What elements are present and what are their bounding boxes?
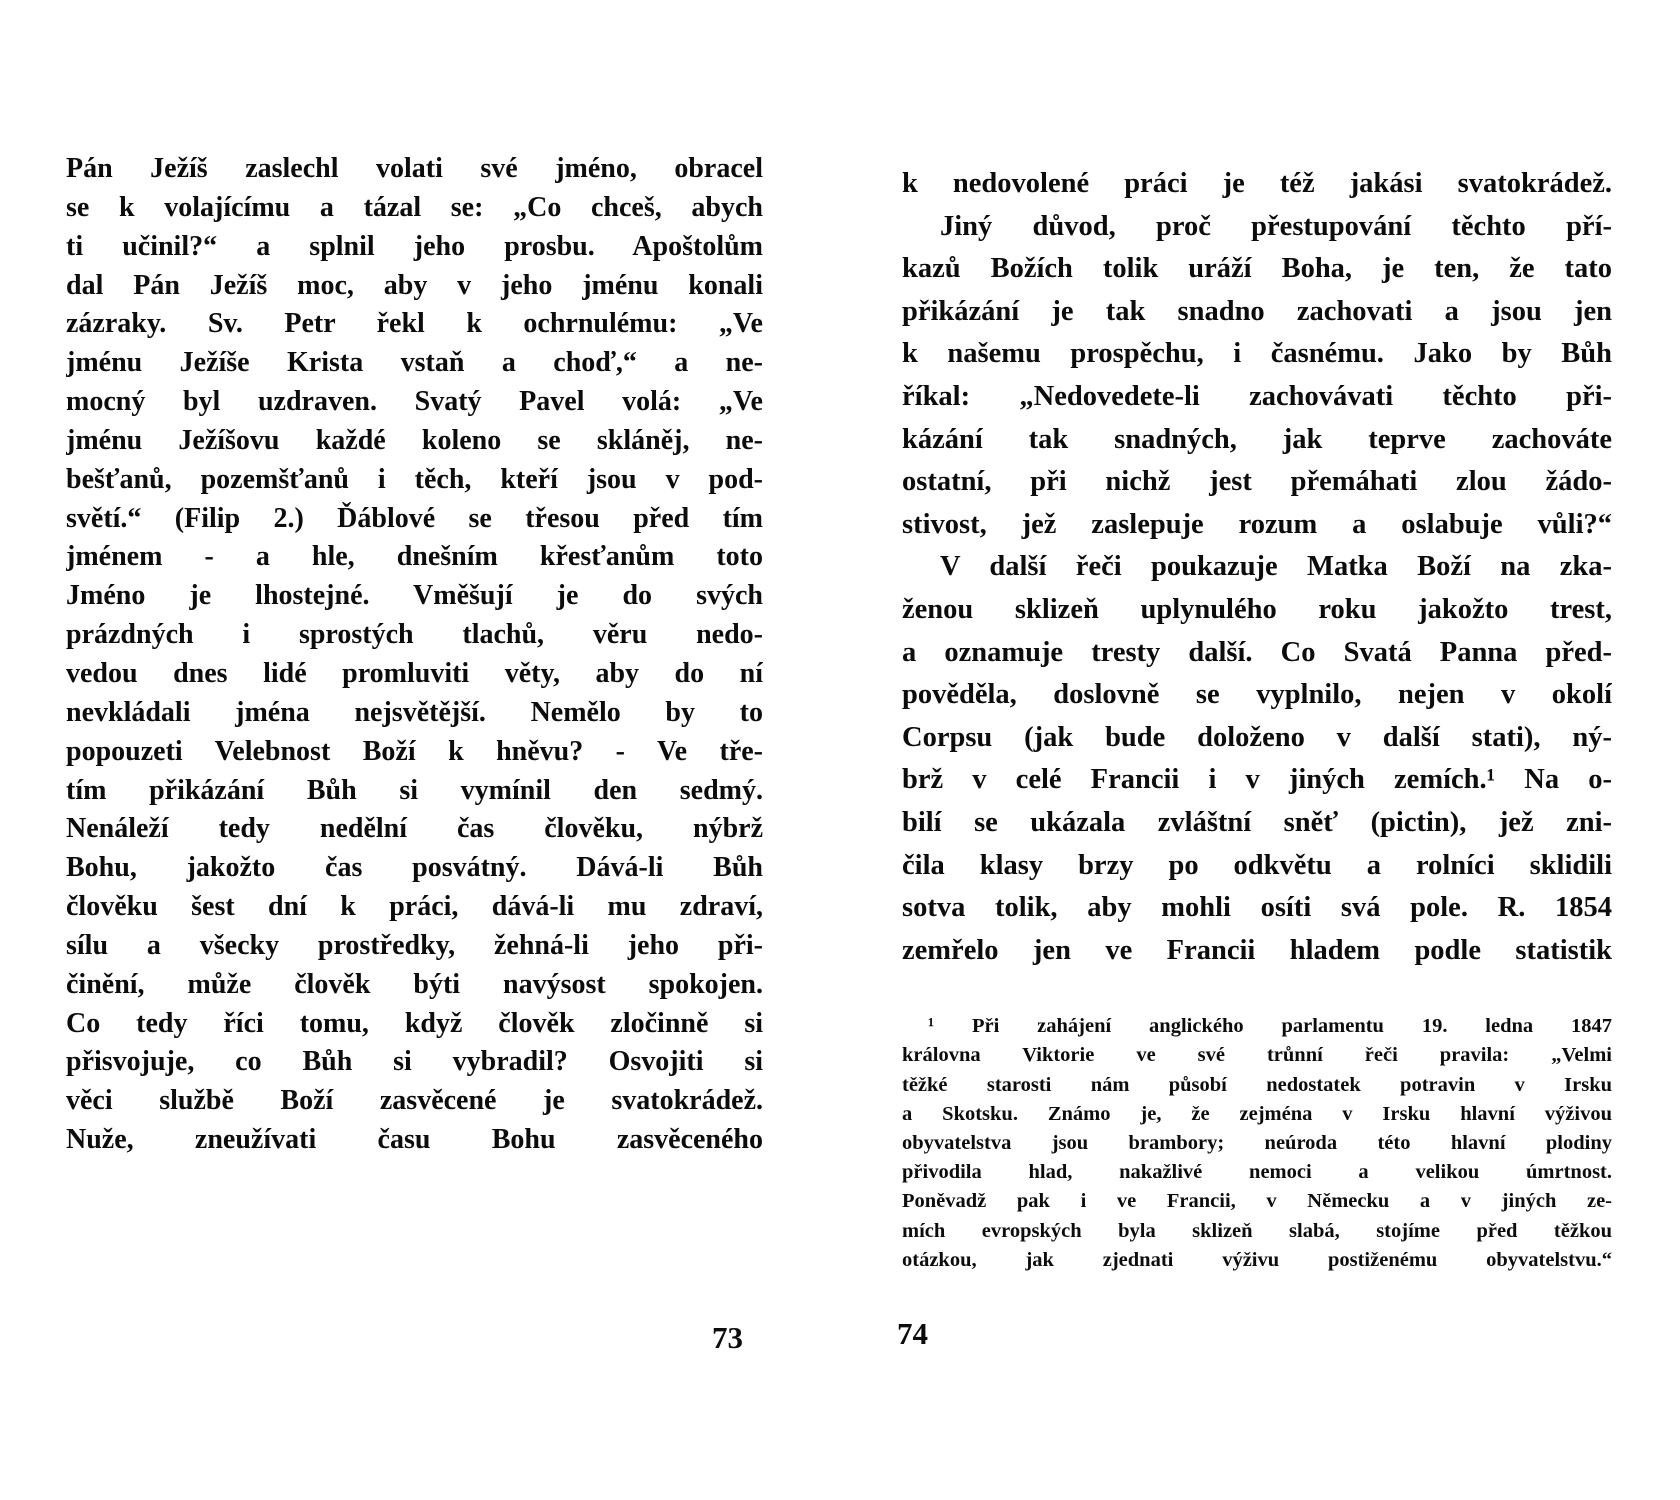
text-line: prázdných i sprostých tlachů, věru nedo- — [66, 619, 763, 651]
left-page — [66, 150, 763, 1160]
text-line: činění, může člověk býti navýsost spokojen. — [66, 968, 763, 1000]
text-line: Bohu, jakožto čas posvátný. Dává-li Bůh — [66, 852, 763, 884]
footnote-line: obyvatelstva jsou brambory; neúroda této hlavní plodiny — [902, 1132, 1612, 1155]
text-line: sílu a všecky prostředky, žehná-li jeho při- — [66, 929, 763, 961]
text-line: k nedovolené práci je též jakási svatokrádež. — [902, 168, 1612, 199]
text-line: zázraky. Sv. Petr řekl k ochrnulému: „Ve — [66, 308, 763, 340]
text-line: Pán Ježíš zaslechl volati své jméno, obracel — [66, 153, 763, 184]
footnote-line: otázkou, jak zjednati výživu postiženému obyvatelstvu.“ — [902, 1248, 1612, 1271]
page-number-right: 74 — [897, 1316, 928, 1351]
text-line: kazů Božích tolik uráží Boha, je ten, že tato — [902, 253, 1612, 285]
footnote-line: Poněvadž pak i ve Francii, v Německu a v jiných ze- — [902, 1190, 1612, 1213]
text-line: pověděla, doslovně se vyplnilo, nejen v okolí — [902, 679, 1612, 711]
footnote — [902, 1012, 1612, 1275]
text-line: sotva tolik, aby mohli osíti svá pole. R. 1854 — [902, 892, 1612, 924]
text-line: k našemu prospěchu, i časnému. Jako by Bůh — [902, 338, 1612, 370]
text-line: nevkládali jména nejsvětější. Nemělo by to — [66, 696, 763, 728]
text-line: světí.“ (Filip 2.) Ďáblové se třesou před tím — [66, 502, 763, 534]
text-line: čila klasy brzy po odkvětu a rolníci sklidili — [902, 849, 1612, 881]
text-line: říkal: „Nedovedete-li zachovávati těchto při- — [902, 380, 1612, 412]
text-line: bilí se ukázala zvláštní sněť (pictin), jež zni- — [902, 806, 1612, 838]
right-page-body — [902, 163, 1612, 972]
text-line: Corpsu (jak bude doloženo v další stati), ný- — [902, 721, 1612, 753]
text-line: bešťanů, pozemšťanů i těch, kteří jsou v pod- — [66, 463, 763, 495]
text-line: Nuže, zneužívati času Bohu zasvěceného — [66, 1124, 763, 1156]
text-line: jménu Ježíšovu každé koleno se skláněj, ne- — [66, 424, 763, 456]
text-line: dal Pán Ježíš moc, aby v jeho jménu konali — [66, 269, 763, 301]
right-page — [902, 163, 1612, 1275]
text-line: Nenáleží tedy nedělní čas člověku, nýbrž — [66, 813, 763, 845]
text-line: Jiný důvod, proč přestupování těchto pří- — [940, 210, 1612, 242]
text-line: mocný byl uzdraven. Svatý Pavel volá: „Ve — [66, 386, 763, 418]
text-line: Jméno je lhostejné. Vměšují je do svých — [66, 580, 763, 612]
text-line: kázání tak snadných, jak teprve zachováte — [902, 423, 1612, 455]
text-line: vedou dnes lidé promluviti věty, aby do ní — [66, 657, 763, 689]
text-line: tím přikázání Bůh si vymínil den sedmý. — [66, 774, 763, 806]
text-line: jménu Ježíše Krista vstaň a choď,“ a ne- — [66, 347, 763, 379]
text-line: ti učinil?“ a splnil jeho prosbu. Apoštolům — [66, 230, 763, 262]
text-line: zemřelo jen ve Francii hladem podle statistik — [902, 934, 1612, 966]
footnote-line: ¹ Při zahájení anglického parlamentu 19. ledna 1847 — [928, 1015, 1612, 1038]
text-line: ostatní, při nichž jest přemáhati zlou žádo- — [902, 466, 1612, 498]
text-line: se k volajícímu a tázal se: „Co chceš, abych — [66, 191, 763, 223]
text-line: přikázání je tak snadno zachovati a jsou jen — [902, 295, 1612, 327]
text-line: člověku šest dní k práci, dává-li mu zdraví, — [66, 891, 763, 923]
footnote-line: mích evropských byla sklizeň slabá, stojíme před těžkou — [902, 1219, 1612, 1242]
text-line: jménem - a hle, dnešním křesťanům toto — [66, 541, 763, 573]
text-line: popouzeti Velebnost Boží k hněvu? - Ve tře- — [66, 735, 763, 767]
text-line: brž v celé Francii i v jiných zemích.¹ Na o- — [902, 764, 1612, 796]
text-line: V další řeči poukazuje Matka Boží na zka- — [940, 551, 1612, 583]
footnote-line: těžké starosti nám působí nedostatek potravin v Irsku — [902, 1073, 1612, 1096]
text-line: a oznamuje tresty další. Co Svatá Panna před- — [902, 636, 1612, 668]
text-line: Co tedy říci tomu, když člověk zločinně si — [66, 1007, 763, 1039]
footnote-line: přivodila hlad, nakažlivé nemoci a velikou úmrtnost. — [902, 1161, 1612, 1184]
text-line: stivost, jež zaslepuje rozum a oslabuje vůli?“ — [902, 508, 1612, 540]
footnote-line: královna Viktorie ve své trůnní řeči pravila: „Velmi — [902, 1044, 1612, 1067]
page-number-left: 73 — [712, 1320, 743, 1355]
text-line: věci službě Boží zasvěcené je svatokrádež. — [66, 1085, 763, 1117]
text-line: ženou sklizeň uplynulého roku jakožto trest, — [902, 593, 1612, 625]
footnote-line: a Skotsku. Známo je, že zejména v Irsku hlavní výživou — [902, 1102, 1612, 1125]
text-line: přisvojuje, co Bůh si vybradil? Osvojiti si — [66, 1046, 763, 1078]
